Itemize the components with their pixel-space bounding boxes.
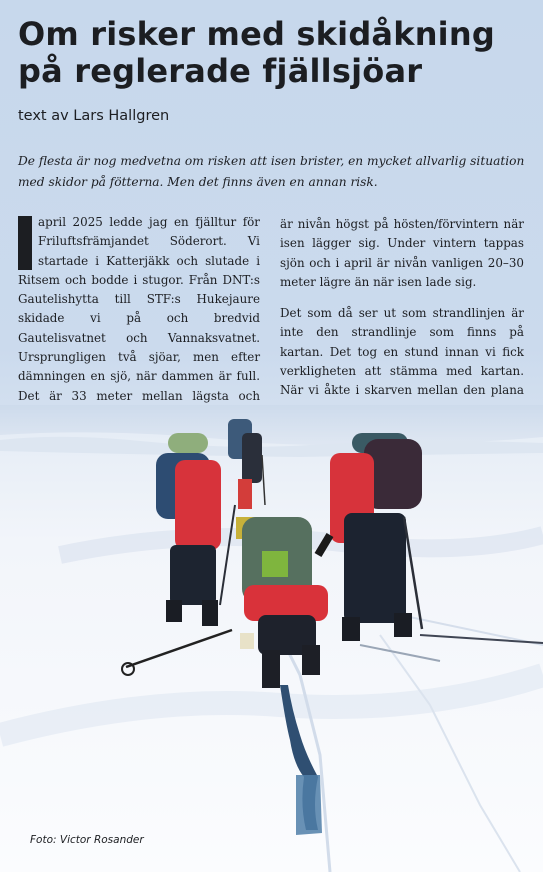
body-column-2 bbox=[280, 215, 524, 432]
body-column-2-paragraph-2: Det som då ser ut som strandlinjen är inte den strandlinje som finns på kartan. Det tog en stund innan vi fick verkligheten att stämma med kartan. När vi åkte i skarven mellan den plana bbox=[280, 306, 524, 398]
article-title: Om risker med skidåkning på reglerade fjällsjöar bbox=[18, 15, 495, 90]
ski-tour-photo bbox=[0, 405, 543, 872]
body-column-1 bbox=[18, 213, 260, 425]
body-column-1-text: april 2025 ledde jag en fjälltur för Friluftsfrämjandet Söderort. Vi startade i Katterjäkk och slutade i Ritsem och bodde i stugor. Från DNT:s Gautelishytta till STF:s Hukejaure skidade vi på och bredvid Gautelisvatnet och Vannaksvatnet. Ursprungligen två sjöar, men efter dämningen en sjö, när dammen är full. Det är 33 meter mellan lägsta och bbox=[18, 215, 260, 403]
ice-crack-water bbox=[296, 775, 322, 835]
photo-credit: Foto: Victor Rosander bbox=[30, 834, 144, 846]
body-column-2-paragraph-1: är nivån högst på hösten/förvintern när isen lägger sig. Under vintern tappas sjön och i april är nivån vanligen 20–30 meter lägre än när isen lade sig. bbox=[280, 217, 524, 289]
lead-paragraph: De flesta är nog medvetna om risken att isen brister, en mycket allvarlig situation med skidor på fötterna. Men det finns även en annan risk. bbox=[18, 154, 525, 189]
drop-cap-mark bbox=[18, 216, 32, 270]
byline: text av Lars Hallgren bbox=[18, 108, 170, 124]
